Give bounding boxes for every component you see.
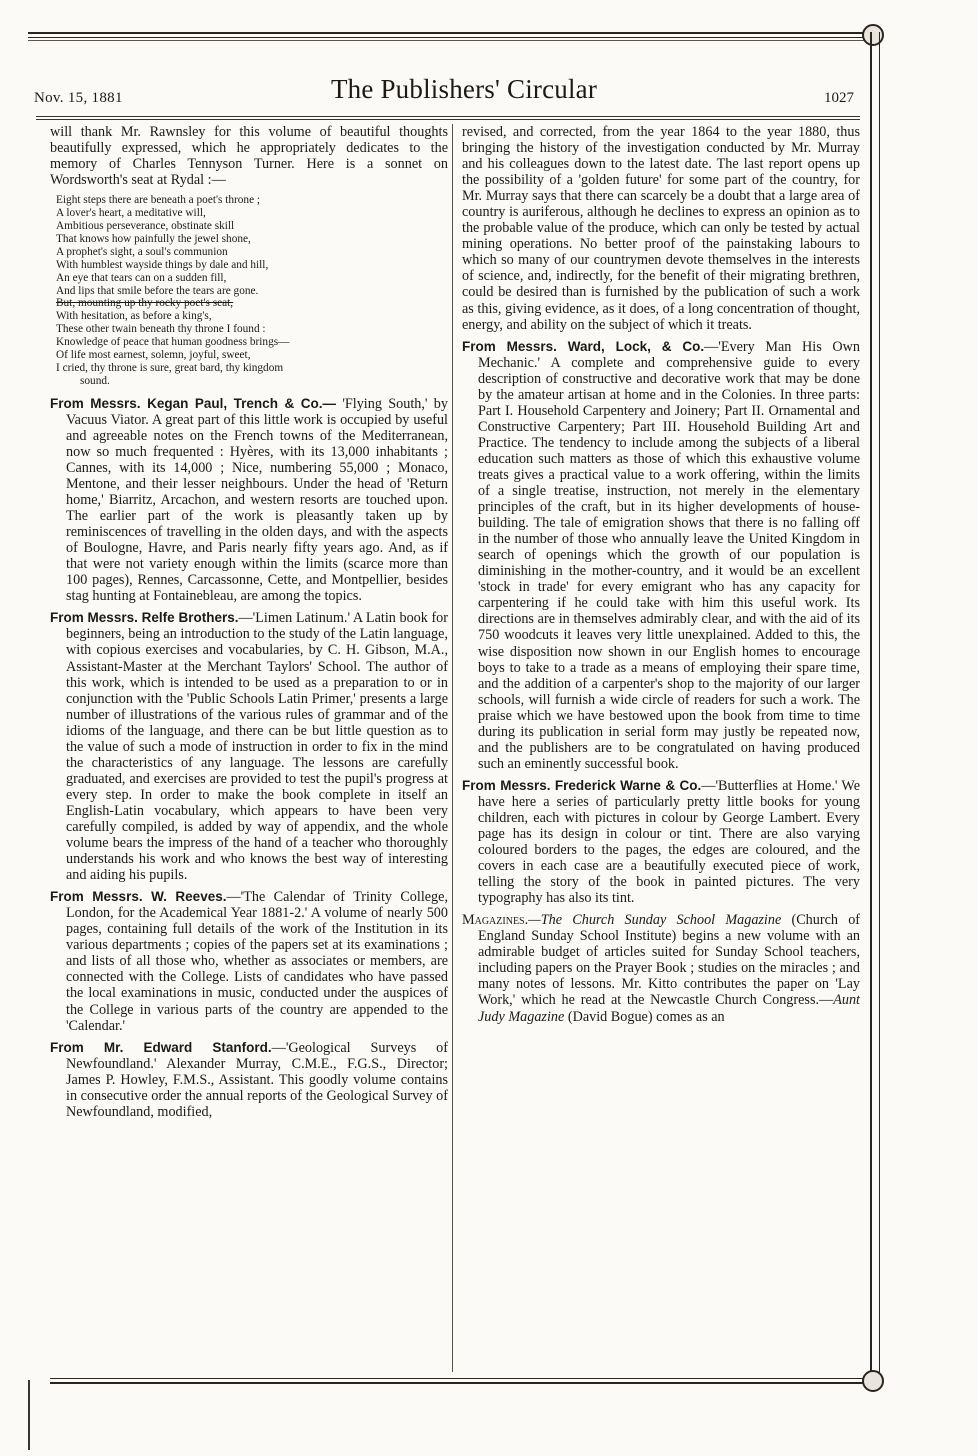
bottom-border-rule [50, 1378, 872, 1384]
review-text: —'Butterflies at Home.' We have here a series of particularly pretty little books for young children, each with pictures in colour by George Lambert. Every page has its design in colour or tint. There are also varying coloured borders to the pages, the edges are coloured, and the covers in each case are a beautifully executed piece of work, telling the story of the book in painted pictures. The very typography has also its tint. [478, 777, 860, 907]
page-header [34, 74, 864, 114]
magazines-section [462, 912, 860, 1024]
sonnet-line: Knowledge of peace that human goodness brings— [56, 336, 290, 349]
review-kegan-paul [50, 396, 448, 605]
magazines-lead: Magazines. [462, 912, 529, 929]
sonnet-line: These other twain beneath thy throne I found : [56, 323, 266, 336]
right-paragraph-1: revised, and corrected, from the year 1864 to the year 1880, thus bringing the history of the investigation conducted by Mr. Murray and his colleagues down to the latest date. The last report opens up the possibility of a 'golden future' for some part of the country, for Mr. Murray says that there can scarcely be a doubt that a large area of country is auriferous, although he declines to express an opinion as to the probable value of the produce, which can only be tested by actual mining operations. No better proof of the painstaking labours to which so many of our countrymen devote themselves in the interests of science, and, indirectly, for the benefit of their migrating brethren, could be desired than is furnished by the publication of such a work as this, giving evidence, as it does, of a long concentration of thought, energy, and ability on the subject of which it treats. [462, 124, 860, 333]
review-w-reeves [50, 889, 448, 1033]
magazine-title: Aunt Judy Magazine [478, 992, 860, 1025]
magazines-text-end: (David Bogue) comes as an [564, 1008, 725, 1025]
sonnet-line: Eight steps there are beneath a poet's throne ; [56, 194, 261, 207]
magazine-title: —The Church Sunday School Magazine [528, 912, 782, 929]
top-border-rule [28, 32, 868, 38]
publisher-lead: From Mr. Edward Stanford. [50, 1039, 272, 1055]
sonnet-block [56, 194, 448, 388]
review-text: —'Every Man His Own Mechanic.' A complete and comprehensive guide to every description of constructive and decorative work that may be done by the amateur artisan at home and in the Colonies. In three parts: Part I. Household Carpentery and Joinery; Part II. Ornamental and Constructive Carpentery; Part III. Household Building Art and Practice. The tendency to include among the subjects of a liberal education such matters as those of which this exhaustive volume treats gives a practical value to a work offering, within the limits of a single treatise, instruction, not merely in the elementary principles of the craft, but in its higher developments of house-building. The tale of emigration shows that there is no falling off in the number of those who annually leave the United Kingdom in search of openings which the growth of our population is diminishing in the mother-country, and it would be an excellent 'stock in trade' for every emigrant who has any capacity for carpentering if he could take with him this useful work. Its directions are in themselves admirably clear, and with the aid of its 750 woodcuts it leaves very little unexplained. Added to this, the wise disposition now shown in our English homes to encourage boys to take to a trade as a means of employing their spare time, and the addition of a carpenter's shop to the majority of our larger schools, will furnish a wide circle of readers for such a work. The praise which we have bestowed upon the book from time to time during its publication in serial form may justly be repeated now, and the publishers are to be congratulated on having produced such an eminently successful book. [478, 338, 861, 772]
publisher-lead: From Messrs. W. Reeves. [50, 889, 227, 905]
sonnet-line: A lover's heart, a meditative will, [56, 207, 206, 220]
publisher-lead: From Messrs. Kegan Paul, Trench & Co.— [50, 395, 336, 411]
publisher-lead: From Messrs. Frederick Warne & Co. [462, 777, 702, 793]
sonnet-line-struck: But, mounting up thy rocky poet's seat, [56, 297, 234, 310]
page-number: 1027 [824, 90, 854, 106]
review-text: —'Limen Latinum.' A Latin book for beginners, being an introduction to the study of the Latin language, with copious exercises and vocabularies, by C. H. Gibson, M.A., Assistant-Master at the Merchant Taylors' School. The author of this work, which is intended to be used as a preparation to or in conjunction with the 'Public Schools Latin Primer,' presents a large number of illustrations of the various rules of grammar and of the idioms of the language, and there can be but little question as to the value of such a mode of instruction in order to fix in the mind the characteristics of any language. The lessons are carefully graduated, and exercises are provided to test the pupil's progress at every step. In order to make the book complete in itself an English-Latin vocabulary, which appears to have been very carefully compiled, is added by way of appendix, and the whole volume bears the impress of the hand of a teacher who thoroughly understands his work and who knows the best way of interesting and aiding his pupils. [66, 610, 448, 884]
sonnet-line: sound. [80, 374, 110, 387]
sonnet-line: Of life most earnest, solemn, joyful, sweet, [56, 349, 251, 362]
sonnet-line: With hesitation, as before a king's, [56, 310, 212, 323]
sonnet-line: And lips that smile before the tears are gone. [56, 284, 259, 297]
right-column [462, 124, 860, 1031]
right-border-rule [870, 32, 880, 1382]
review-relfe-brothers [50, 610, 448, 883]
column-divider [452, 124, 453, 1372]
review-frederick-warne [462, 778, 860, 906]
sonnet-line: With humblest wayside things by dale and hill, [56, 258, 269, 271]
header-rule [36, 116, 860, 120]
review-ward-lock [462, 339, 860, 772]
left-paragraph-1: will thank Mr. Rawnsley for this volume of beautiful thoughts beautifully expressed, which he appropriately dedicates to the memory of Charles Tennyson Turner. Here is a sonnet on Wordsworth's seat at Rydal :— [50, 124, 448, 189]
review-text: —'The Calendar of Trinity College, London, for the Academical Year 1881-2.' A volume of nearly 500 pages, containing full details of the work of the Institution in its various departments ; copies of the papers set at its examinations ; and lists of all those who, whether as associates or members, are connected with the College. Lists of candidates who have passed the local examinations in music, conducted under the auspices of the College in various parts of the country are appended to the 'Calendar.' [66, 889, 448, 1034]
sonnet-line: Ambitious perseverance, obstinate skill [56, 220, 235, 232]
publication-title: The Publishers' Circular [330, 74, 598, 104]
sonnet-line: I cried, thy throne is sure, great bard, thy kingdom [56, 361, 284, 374]
review-text: —'Geological Surveys of Newfoundland.' Alexander Murray, C.M.E., F.G.S., Director; James P. Howley, F.M.S., Assistant. This goodly volume contains in consecutive order the annual reports of the Geological Survey of Newfoundland, modified, [66, 1039, 448, 1120]
publisher-lead: From Messrs. Relfe Brothers. [50, 610, 239, 626]
left-margin-rule [28, 1380, 40, 1450]
magazines-text: (Church of England Sunday School Institute) begins a new volume with an admirable budget of articles suited for Sunday School teachers, including papers on the Prayer Book ; studies on the miracles ; and many notes of lessons. Mr. Kitto contributes the paper on 'Lay Work,' which he read at the Newcastle Church Congress.— [478, 912, 861, 1009]
left-column [50, 124, 448, 1126]
publisher-lead: From Messrs. Ward, Lock, & Co. [462, 338, 705, 354]
sonnet-line: That knows how painfully the jewel shone, [56, 232, 251, 245]
header-date: Nov. 15, 1881 [34, 90, 123, 106]
sonnet-line: A prophet's sight, a soul's communion [56, 245, 228, 258]
sonnet-line: An eye that tears can on a sudden fill, [56, 271, 227, 284]
review-text: 'Flying South,' by Vacuus Viator. A great part of this little work is occupied by useful and agreeable notes on the French towns of the Mediterranean, now so much frequented : Hyères, with its 13,000 inhabitants ; Cannes, with its 14,000 ; Nice, numbering 55,000 ; Monaco, Mentone, and their lesser neighbours. Under the head of 'Return home,' Biarritz, Arcachon, and western resorts are touched upon. The earlier part of the work is pleasantly taken up by reminiscences of travelling in the olden days, and with the aspects of Boulogne, Havre, and Paris nearly fifty years ago. And, as if that were not variety enough within the limits (scarce more than 100 pages), Rennes, Carcassonne, Cette, and Montpellier, besides stag hunting at Fontainebleau, are among the topics. [66, 395, 448, 605]
top-border-inner-rule [28, 40, 868, 41]
review-edward-stanford [50, 1040, 448, 1120]
corner-ornament-bottom-right [862, 1370, 884, 1392]
